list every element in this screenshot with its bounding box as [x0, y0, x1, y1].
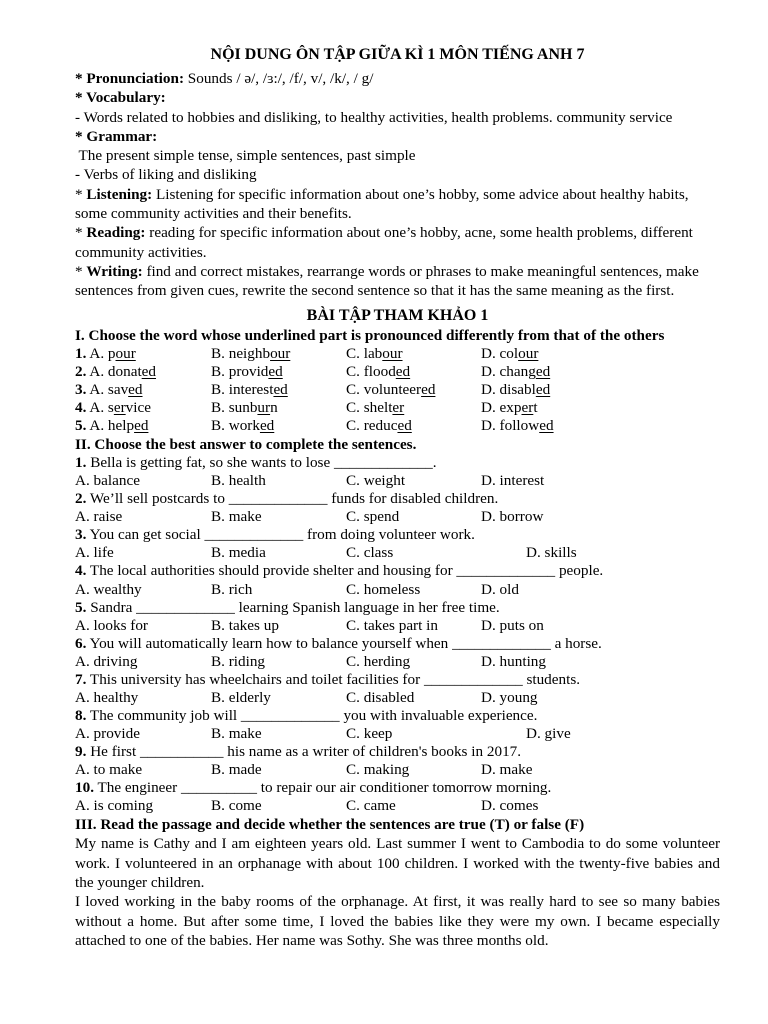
- underlined-part: ed: [273, 380, 288, 398]
- question-9: [75, 743, 720, 761]
- option-a: A. provide: [75, 724, 140, 742]
- question-10: [75, 779, 720, 797]
- question-number: 2.: [75, 490, 87, 508]
- underlined-part: ed: [395, 362, 411, 380]
- underlined-part: ed: [141, 362, 157, 380]
- option-c: C. homeless: [346, 580, 421, 598]
- underlined-part: our: [382, 344, 403, 362]
- pronunciation-question-4: [75, 399, 720, 417]
- grammar-label: * Grammar:: [75, 127, 158, 145]
- reading-label: Reading:: [86, 224, 146, 242]
- grammar-line-1: The present simple tense, simple sentences, past simple: [75, 147, 416, 165]
- writing-text: find and correct mistakes, rearrange words or phrases to make meaningful sentences, make sentences from given cues, rewrite the second sentence so that it has the same meaning as the first.: [75, 262, 699, 300]
- question-number: 5.: [75, 598, 87, 616]
- option-d: [481, 417, 554, 435]
- question-text: You will automatically learn how to balance yourself when _____________ a horse.: [86, 634, 602, 652]
- passage-paragraph-1: My name is Cathy and I am eighteen years old. Last summer I went to Cambodia to do some volunteer work. I volunteered in an orphanage with about 100 children. I worked with the twenty-five babies and the younger children.: [75, 835, 720, 891]
- option-b: B. made: [211, 761, 262, 778]
- question-text: Sandra _____________ learning Spanish language in her free time.: [86, 598, 500, 616]
- option-d: [481, 363, 550, 381]
- option-a: [75, 363, 211, 381]
- underlined-part: our: [518, 344, 539, 362]
- option-a: A. to make: [75, 761, 143, 778]
- option-c: C. class: [346, 544, 394, 562]
- option-text: D. chang: [481, 362, 536, 380]
- reading-text: reading for specific information about one’s hobby, acne, some health problems, different community activities.: [75, 224, 693, 261]
- answer-options-8: [75, 725, 720, 743]
- option-a: [75, 417, 211, 435]
- option-d: D. hunting: [481, 652, 546, 670]
- underlined-part: er: [392, 398, 405, 416]
- option-text-end: vice: [125, 398, 151, 416]
- option-b: [211, 417, 346, 435]
- option-text: D. disabl: [481, 380, 536, 398]
- part-2: [75, 435, 720, 815]
- passage-paragraph-2: I loved working in the baby rooms of the orphanage. At first, it was really hard to see so many babies without a home. But after some time, I loved the babies like they were my own. I became especially attached to one of the babies. Her name was Sothy. She was three months old.: [75, 893, 720, 949]
- option-d: [481, 399, 538, 417]
- answer-options-4: [75, 581, 720, 599]
- vocabulary-label: * Vocabulary:: [75, 89, 166, 107]
- question-number: 3.: [75, 526, 87, 544]
- option-d: D. give: [526, 724, 571, 742]
- option-text: C. shelt: [346, 398, 393, 416]
- question-text: He first ___________ his name as a writer of children's books in 2017.: [86, 742, 522, 760]
- question-1: [75, 454, 720, 472]
- option-b: B. health: [211, 472, 266, 490]
- vocabulary-text: - Words related to hobbies and disliking, to healthy activities, health problems. community service: [75, 108, 673, 126]
- question-number: 10.: [75, 779, 94, 796]
- part-3-heading: III. Read the passage and decide whether the sentences are true (T) or false (F): [75, 816, 585, 834]
- option-text: D. exp: [481, 398, 522, 416]
- part-1: [75, 326, 720, 435]
- part-1-heading: I. Choose the word whose underlined part is pronounced differently from that of the others: [75, 326, 665, 344]
- option-text-end: n: [270, 398, 278, 416]
- underlined-part: our: [115, 344, 136, 362]
- option-d: D. interest: [481, 472, 545, 490]
- option-c: C. spend: [346, 508, 400, 526]
- listening-label: Listening:: [86, 185, 153, 203]
- option-a: A. looks for: [75, 616, 148, 634]
- option-text: C. flood: [346, 362, 396, 380]
- option-a: A. wealthy: [75, 580, 142, 598]
- part-3: [75, 815, 720, 950]
- part-2-heading: II. Choose the best answer to complete the sentences.: [75, 435, 417, 453]
- option-d: D. comes: [481, 797, 539, 815]
- writing-star: *: [75, 262, 87, 280]
- option-b: B. riding: [211, 652, 266, 670]
- question-6: [75, 635, 720, 653]
- underlined-part: our: [270, 344, 291, 362]
- answer-options-9: [75, 761, 720, 779]
- question-4: [75, 562, 720, 580]
- question-text: This university has wheelchairs and toilet facilities for _____________ students.: [86, 670, 581, 688]
- question-text: The community job will _____________ you with invaluable experience.: [86, 706, 538, 724]
- exercise-title: BÀI TẬP THAM KHẢO 1: [306, 306, 489, 324]
- option-c: C. making: [346, 761, 410, 778]
- option-b: [211, 363, 346, 381]
- option-d: [481, 345, 538, 363]
- option-a: A. raise: [75, 508, 123, 526]
- underlined-part: ed: [539, 416, 554, 434]
- option-text: B. sunb: [211, 398, 258, 416]
- underlined-part: ed: [134, 416, 149, 434]
- option-text: B. interest: [211, 380, 274, 398]
- option-b: [211, 345, 346, 363]
- underlined-part: ed: [259, 416, 275, 434]
- option-d: D. make: [481, 761, 533, 778]
- option-a: [75, 345, 211, 363]
- reading-item: [75, 223, 720, 262]
- underlined-part: ed: [268, 362, 283, 380]
- answer-options-10: [75, 797, 720, 815]
- option-a: A. balance: [75, 472, 140, 490]
- pronunciation-question-2: [75, 363, 720, 381]
- question-7: [75, 671, 720, 689]
- pronunciation-label: * Pronunciation:: [75, 70, 184, 87]
- option-text: A. s: [89, 398, 114, 416]
- option-b: B. make: [211, 724, 262, 742]
- pronunciation-text: Sounds / ə/, /ɜ:/, /f/, v/, /k/, / g/: [184, 70, 374, 87]
- option-b: B. elderly: [211, 688, 271, 706]
- listening-star: *: [75, 185, 87, 203]
- option-c: C. takes part in: [346, 616, 438, 634]
- option-b: B. takes up: [211, 616, 279, 634]
- option-a: A. is coming: [75, 797, 154, 815]
- part-1-questions: [75, 345, 720, 435]
- option-c: [346, 417, 481, 435]
- underlined-part: ed: [535, 362, 551, 380]
- option-text: B. provid: [211, 362, 269, 380]
- question-number: 2.: [75, 362, 87, 380]
- question-text: We’ll sell postcards to _____________ funds for disabled children.: [86, 490, 499, 508]
- option-text: C. lab: [346, 344, 383, 362]
- option-text: B. neighb: [211, 344, 271, 362]
- question-number: 8.: [75, 706, 87, 724]
- answer-options-1: [75, 472, 720, 490]
- question-8: [75, 707, 720, 725]
- question-number: 4.: [75, 398, 87, 416]
- question-number: 9.: [75, 742, 87, 760]
- option-a: A. driving: [75, 652, 138, 670]
- question-number: 6.: [75, 634, 87, 652]
- option-b: B. media: [211, 544, 266, 562]
- question-5: [75, 599, 720, 617]
- option-b: [211, 381, 346, 399]
- underlined-part: ed: [421, 380, 436, 398]
- option-c: C. weight: [346, 472, 406, 490]
- question-number: 7.: [75, 670, 87, 688]
- underlined-part: ed: [128, 380, 143, 398]
- option-c: C. keep: [346, 724, 393, 742]
- option-c: C. came: [346, 797, 396, 815]
- question-text: The local authorities should provide shelter and housing for _____________ people.: [86, 562, 604, 580]
- option-b: B. come: [211, 797, 262, 815]
- answer-options-6: [75, 653, 720, 671]
- option-text: A. help: [89, 416, 135, 434]
- review-outline: [75, 69, 720, 301]
- option-text: D. follow: [481, 416, 540, 434]
- grammar-line-2: - Verbs of liking and disliking: [75, 166, 257, 184]
- writing-label: Writing:: [86, 262, 143, 280]
- option-a: [75, 399, 211, 417]
- option-b: B. make: [211, 508, 262, 526]
- option-text: C. reduc: [346, 416, 398, 434]
- option-c: C. disabled: [346, 688, 415, 706]
- option-text: A. donat: [89, 362, 142, 380]
- option-c: [346, 345, 481, 363]
- option-b: [211, 399, 346, 417]
- question-text: Bella is getting fat, so she wants to lose _____________.: [86, 454, 437, 472]
- option-d: D. old: [481, 580, 519, 598]
- option-c: C. herding: [346, 652, 411, 670]
- question-3: [75, 526, 720, 544]
- underlined-part: ed: [397, 416, 412, 434]
- option-d: [481, 381, 550, 399]
- listening-text: Listening for specific information about one’s hobby, some advice about healthy habits, some community activities and their benefits.: [75, 185, 689, 223]
- pronunciation-line: [75, 69, 720, 88]
- option-a: A. life: [75, 544, 114, 562]
- question-2: [75, 490, 720, 508]
- writing-item: [75, 262, 720, 301]
- option-a: [75, 381, 211, 399]
- option-text: C. volunteer: [346, 380, 422, 398]
- option-c: [346, 381, 481, 399]
- listening-item: [75, 185, 720, 224]
- option-d: D. young: [481, 688, 538, 706]
- question-number: 1.: [75, 344, 87, 362]
- option-a: A. healthy: [75, 688, 139, 706]
- answer-options-7: [75, 689, 720, 707]
- option-c: [346, 363, 481, 381]
- answer-options-2: [75, 508, 720, 526]
- question-number: 1.: [75, 454, 87, 472]
- option-d: D. borrow: [481, 508, 544, 526]
- pronunciation-question-3: [75, 381, 720, 399]
- pronunciation-question-5: [75, 417, 720, 435]
- underlined-part: ur: [257, 398, 271, 416]
- option-text: A. p: [89, 344, 116, 362]
- pronunciation-question-1: [75, 345, 720, 363]
- option-text: A. sav: [89, 380, 129, 398]
- underlined-part: ed: [535, 380, 551, 398]
- option-d: D. skills: [526, 544, 577, 562]
- option-text: D. col: [481, 344, 519, 362]
- reading-star: *: [75, 224, 87, 242]
- question-number: 4.: [75, 562, 87, 580]
- underlined-part: er: [521, 398, 534, 416]
- question-text: The engineer __________ to repair our air conditioner tomorrow morning.: [93, 779, 552, 796]
- option-text-end: t: [533, 398, 538, 416]
- option-text: B. work: [211, 416, 260, 434]
- option-c: [346, 399, 481, 417]
- underlined-part: er: [113, 398, 126, 416]
- option-b: B. rich: [211, 580, 253, 598]
- document-title: NỘI DUNG ÔN TẬP GIỮA KÌ 1 MÔN TIẾNG ANH 7: [210, 46, 585, 63]
- question-number: 5.: [75, 416, 87, 434]
- question-number: 3.: [75, 380, 87, 398]
- answer-options-5: [75, 617, 720, 635]
- answer-options-3: [75, 544, 720, 562]
- question-text: You can get social _____________ from doing volunteer work.: [86, 526, 475, 544]
- option-d: D. puts on: [481, 616, 544, 634]
